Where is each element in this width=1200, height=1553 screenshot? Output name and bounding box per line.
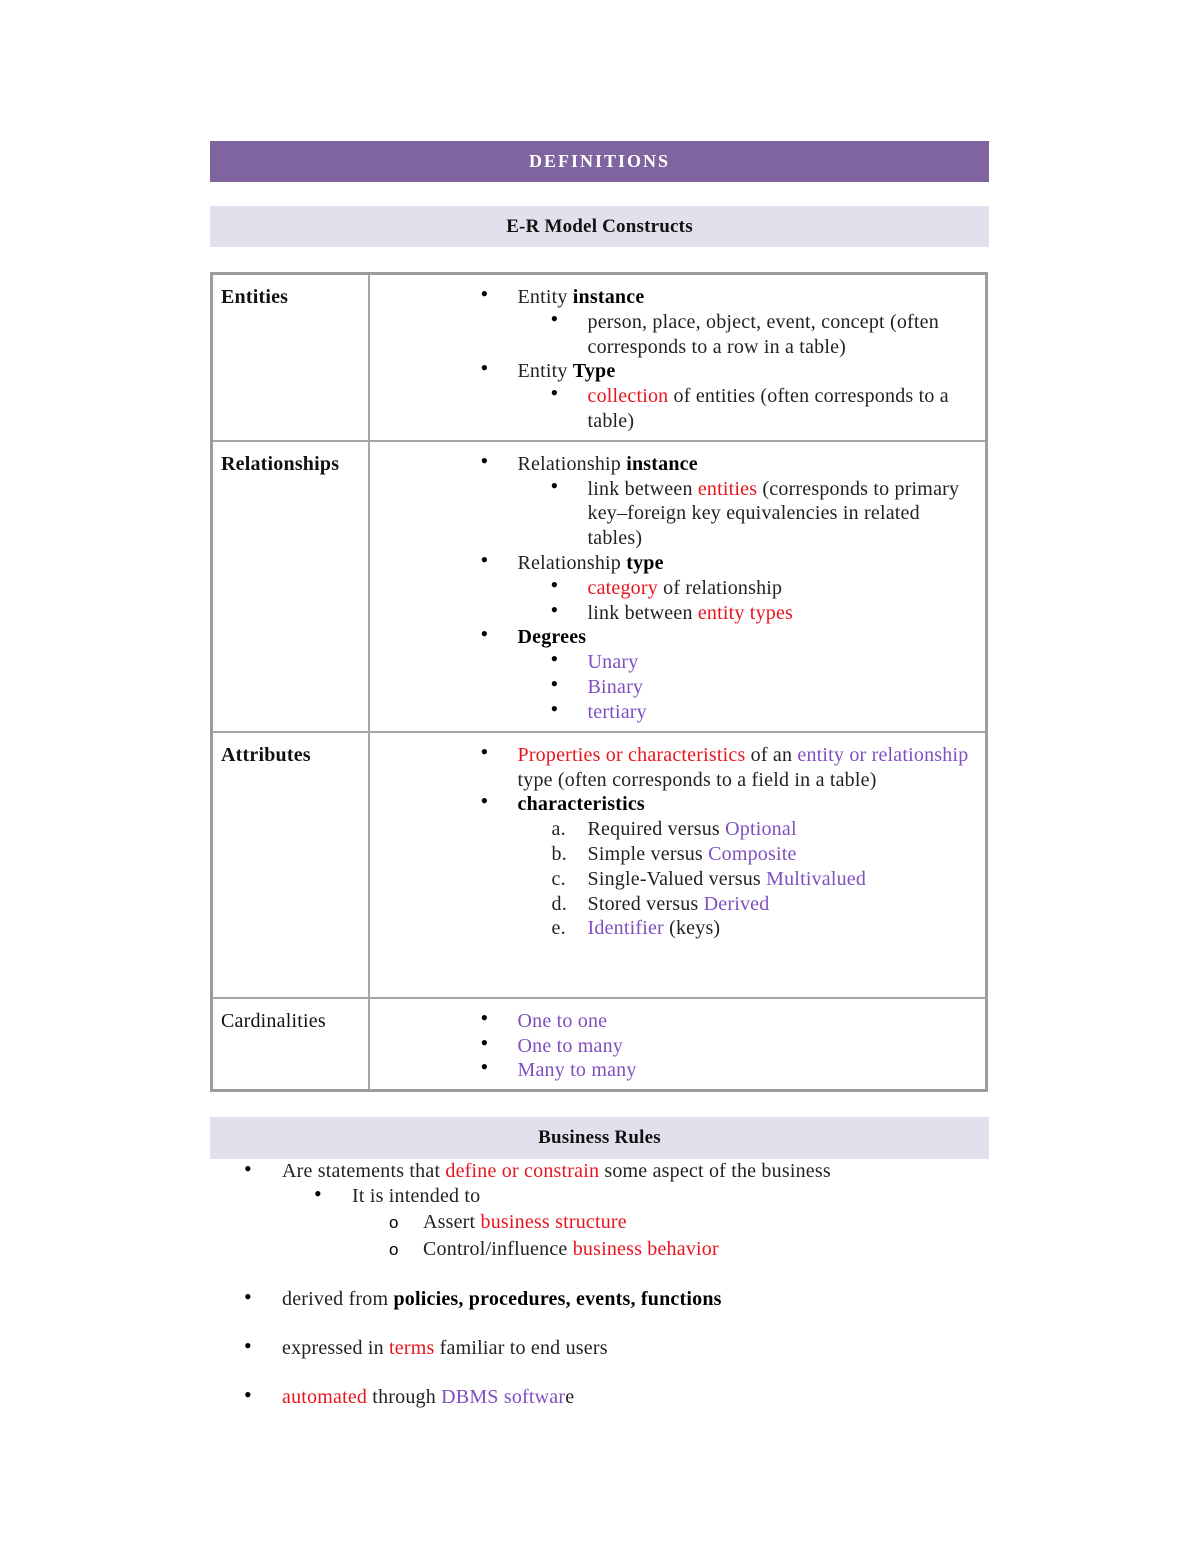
business-rules-title: Business Rules: [538, 1127, 661, 1149]
list-item: • Are statements that define or constrain some aspect of the business • It is intended to o Assert business structure o Control/influence business behavior: [282, 1159, 989, 1263]
list-item: • It is intended to o Assert business structure o Control/influence business behavior: [352, 1184, 989, 1263]
list-item: b. Simple versus Composite: [551, 842, 797, 865]
list-item: • category of relationship: [588, 576, 976, 601]
business-rules-banner: [210, 1117, 989, 1159]
table-row-entities: [212, 274, 987, 441]
list-item: • characteristics a. Required versus Optional b. Simple versus Composite c. Single-Valued versus Multivalued d. Stored versus Derived e. Identifier (keys): [518, 792, 976, 941]
list-item: • Relationship type • category of relationship • link between entity types: [518, 551, 976, 625]
term-attributes: Attributes: [212, 732, 369, 998]
list-item: o Control/influence business behavior: [423, 1236, 989, 1263]
list-item: • Many to many: [518, 1058, 976, 1083]
list-item: c. Single-Valued versus Multivalued: [551, 867, 867, 890]
document-page: [210, 141, 989, 1410]
business-rules-list: [210, 1159, 989, 1410]
list-item: • One to many: [518, 1034, 976, 1059]
list-item: • One to one: [518, 1009, 976, 1034]
term-entities: Entities: [212, 274, 369, 441]
list-item: • link between entity types: [588, 601, 976, 626]
list-item: e. Identifier (keys): [551, 917, 721, 940]
er-model-title: E-R Model Constructs: [506, 215, 693, 237]
list-item: • Entity instance • person, place, object, event, concept (often corresponds to a row in a table): [518, 285, 976, 359]
list-item: • Unary: [588, 650, 976, 675]
table-row-relationships: [212, 441, 987, 732]
list-item: • expressed in terms familiar to end users: [282, 1336, 989, 1361]
list-item: • Binary: [588, 675, 976, 700]
list-item: d. Stored versus Derived: [551, 892, 770, 915]
table-row-cardinalities: [212, 998, 987, 1091]
list-item: • link between entities (corresponds to primary key–foreign key equivalencies in related tables): [588, 477, 976, 551]
list-item: a. Required versus Optional: [551, 818, 797, 841]
list-item: • tertiary: [588, 700, 976, 725]
list-item: • Properties or characteristics of an entity or relationship type (often corresponds to a field in a table): [518, 743, 976, 793]
desc-relationships: [369, 441, 987, 732]
list-item: • derived from policies, procedures, events, functions: [282, 1287, 989, 1312]
desc-cardinalities: [369, 998, 987, 1091]
desc-entities: [369, 274, 987, 441]
term-relationships: Relationships: [212, 441, 369, 732]
term-cardinalities: Cardinalities: [212, 998, 369, 1091]
list-item: • person, place, object, event, concept (often corresponds to a row in a table): [588, 310, 976, 360]
list-item: • automated through DBMS software: [282, 1385, 989, 1410]
list-item: • collection of entities (often corresponds to a table): [588, 384, 976, 434]
list-item: • Degrees • Unary • Binary • tertiary: [518, 625, 976, 724]
list-item: • Entity Type • collection of entities (often corresponds to a table): [518, 359, 976, 433]
desc-attributes: [369, 732, 987, 998]
list-item: o Assert business structure: [423, 1209, 989, 1236]
definitions-banner: [210, 141, 989, 182]
list-item: • Relationship instance • link between entities (corresponds to primary key–foreign key equivalencies in related tables): [518, 452, 976, 551]
table-row-attributes: [212, 732, 987, 998]
er-constructs-table: [210, 272, 988, 1092]
definitions-title: DEFINITIONS: [528, 151, 671, 171]
er-model-banner: [210, 206, 989, 247]
